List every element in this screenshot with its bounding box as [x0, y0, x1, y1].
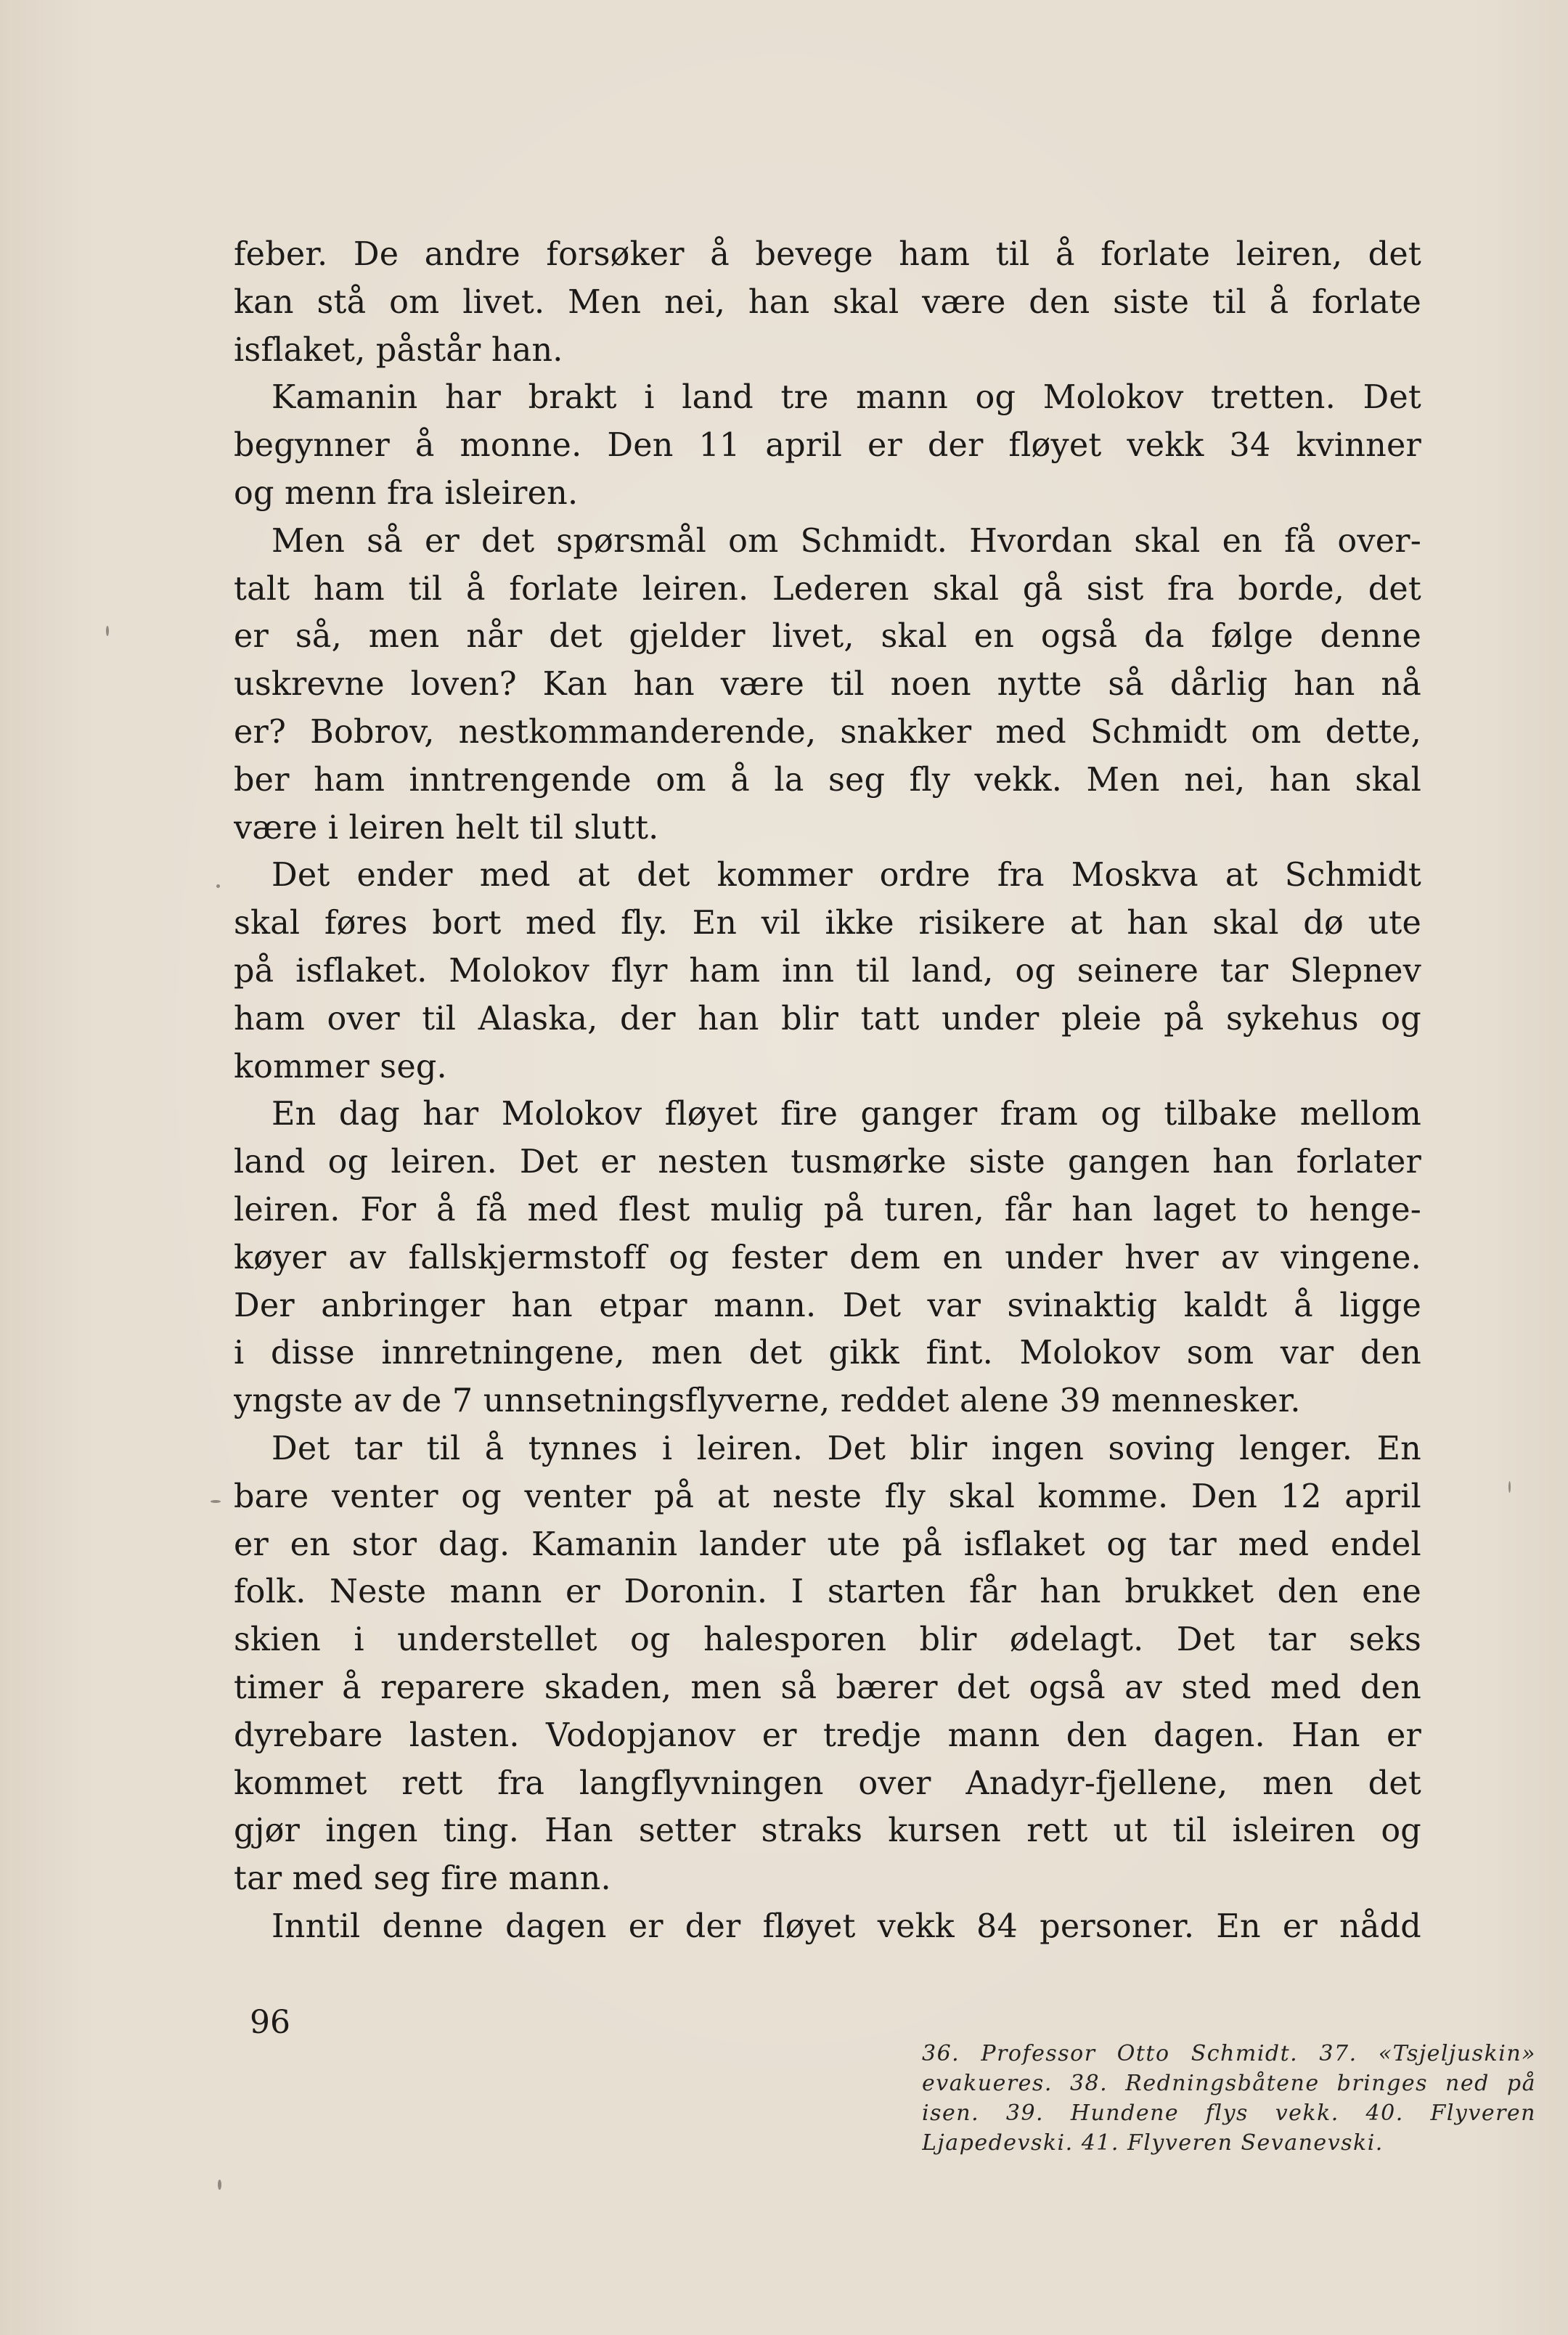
body-text: [234, 231, 1421, 1951]
text-line: En dag har Molokov fløyet fire ganger fram og tilbake mellom: [271, 1096, 1421, 1133]
text-line: folk. Neste mann er Doronin. I starten får han brukket den ene: [234, 1573, 1421, 1611]
text-line: ber ham inntrengende om å la seg fly vekk. Men nei, han skal: [234, 761, 1421, 799]
paper-speck: [106, 626, 109, 636]
text-line: Men så er det spørsmål om Schmidt. Hvordan skal en få over-: [271, 522, 1421, 560]
text-line: Det tar til å tynnes i leiren. Det blir ingen soving lenger. En: [271, 1430, 1421, 1467]
text-line: køyer av fallskjermstoff og fester dem en under hver av vingene.: [234, 1239, 1421, 1276]
text-line: Inntil denne dagen er der fløyet vekk 84 personer. En er nådd: [271, 1907, 1421, 1945]
text-line: gjør ingen ting. Han setter straks kursen rett ut til isleiren og: [234, 1812, 1421, 1850]
paper-speck: [1508, 1481, 1511, 1493]
paper-speck: [218, 2180, 221, 2190]
text-line: skal føres bort med fly. En vil ikke risikere at han skal dø ute: [234, 905, 1421, 942]
text-line: tar med seg fire mann.: [234, 1860, 611, 1898]
text-line: begynner å monne. Den 11 april er der fløyet vekk 34 kvinner: [234, 427, 1421, 465]
caption-line: 36. Professor Otto Schmidt. 37. «Tsjeljuskin»: [922, 2041, 1536, 2066]
text-line: ham over til Alaska, der han blir tatt under pleie på sykehus og: [234, 1000, 1421, 1038]
text-line: bare venter og venter på at neste fly skal komme. Den 12 april: [234, 1478, 1421, 1515]
text-line: dyrebare lasten. Vodopjanov er tredje mann den dagen. Han er: [234, 1716, 1421, 1754]
page-number: 96: [250, 2004, 290, 2041]
text-line: være i leiren helt til slutt.: [234, 809, 659, 847]
text-line: Kamanin har brakt i land tre mann og Molokov tretten. Det: [271, 379, 1421, 417]
text-line: kan stå om livet. Men nei, han skal være den siste til å forlate: [234, 283, 1421, 321]
text-line: og menn fra isleiren.: [234, 474, 579, 512]
paper-speck: [211, 1500, 221, 1503]
text-line: talt ham til å forlate leiren. Lederen skal gå sist fra borde, det: [234, 570, 1421, 608]
text-line: i disse innretningene, men det gikk fint. Molokov som var den: [234, 1334, 1421, 1372]
text-line: er så, men når det gjelder livet, skal en også da følge denne: [234, 618, 1421, 656]
text-line: feber. De andre forsøker å bevege ham til å forlate leiren, det: [234, 236, 1421, 273]
text-line: er en stor dag. Kamanin lander ute på isflaket og tar med endel: [234, 1525, 1421, 1563]
text-line: på isflaket. Molokov flyr ham inn til land, og seinere tar Slepnev: [234, 952, 1421, 990]
text-line: kommet rett fra langflyvningen over Anadyr-fjellene, men det: [234, 1764, 1421, 1802]
caption-line: Ljapedevski. 41. Flyveren Sevanevski.: [922, 2130, 1384, 2156]
text-line: kommer seg.: [234, 1048, 447, 1085]
text-line: leiren. For å få med flest mulig på turen, får han laget to henge-: [234, 1191, 1421, 1228]
text-line: Der anbringer han etpar mann. Det var svinaktig kaldt å ligge: [234, 1287, 1421, 1324]
text-line: Det ender med at det kommer ordre fra Moskva at Schmidt: [271, 857, 1421, 895]
text-line: timer å reparere skaden, men så bærer det også av sted med den: [234, 1668, 1421, 1706]
figure-caption: [922, 2039, 1536, 2158]
text-line: skien i understellet og halesporen blir ødelagt. Det tar seks: [234, 1621, 1421, 1659]
caption-line: isen. 39. Hundene flys vekk. 40. Flyveren: [922, 2100, 1536, 2126]
text-line: isflaket, påstår han.: [234, 331, 563, 369]
text-line: land og leiren. Det er nesten tusmørke siste gangen han forlater: [234, 1144, 1421, 1181]
caption-line: evakueres. 38. Redningsbåtene bringes ned på: [922, 2071, 1536, 2096]
text-line: yngste av de 7 unnsetningsflyverne, reddet alene 39 mennesker.: [234, 1382, 1301, 1420]
text-line: er? Bobrov, nestkommanderende, snakker med Schmidt om dette,: [234, 713, 1421, 751]
text-line: uskrevne loven? Kan han være til noen nytte så dårlig han nå: [234, 666, 1421, 704]
paper-speck: [216, 884, 220, 888]
